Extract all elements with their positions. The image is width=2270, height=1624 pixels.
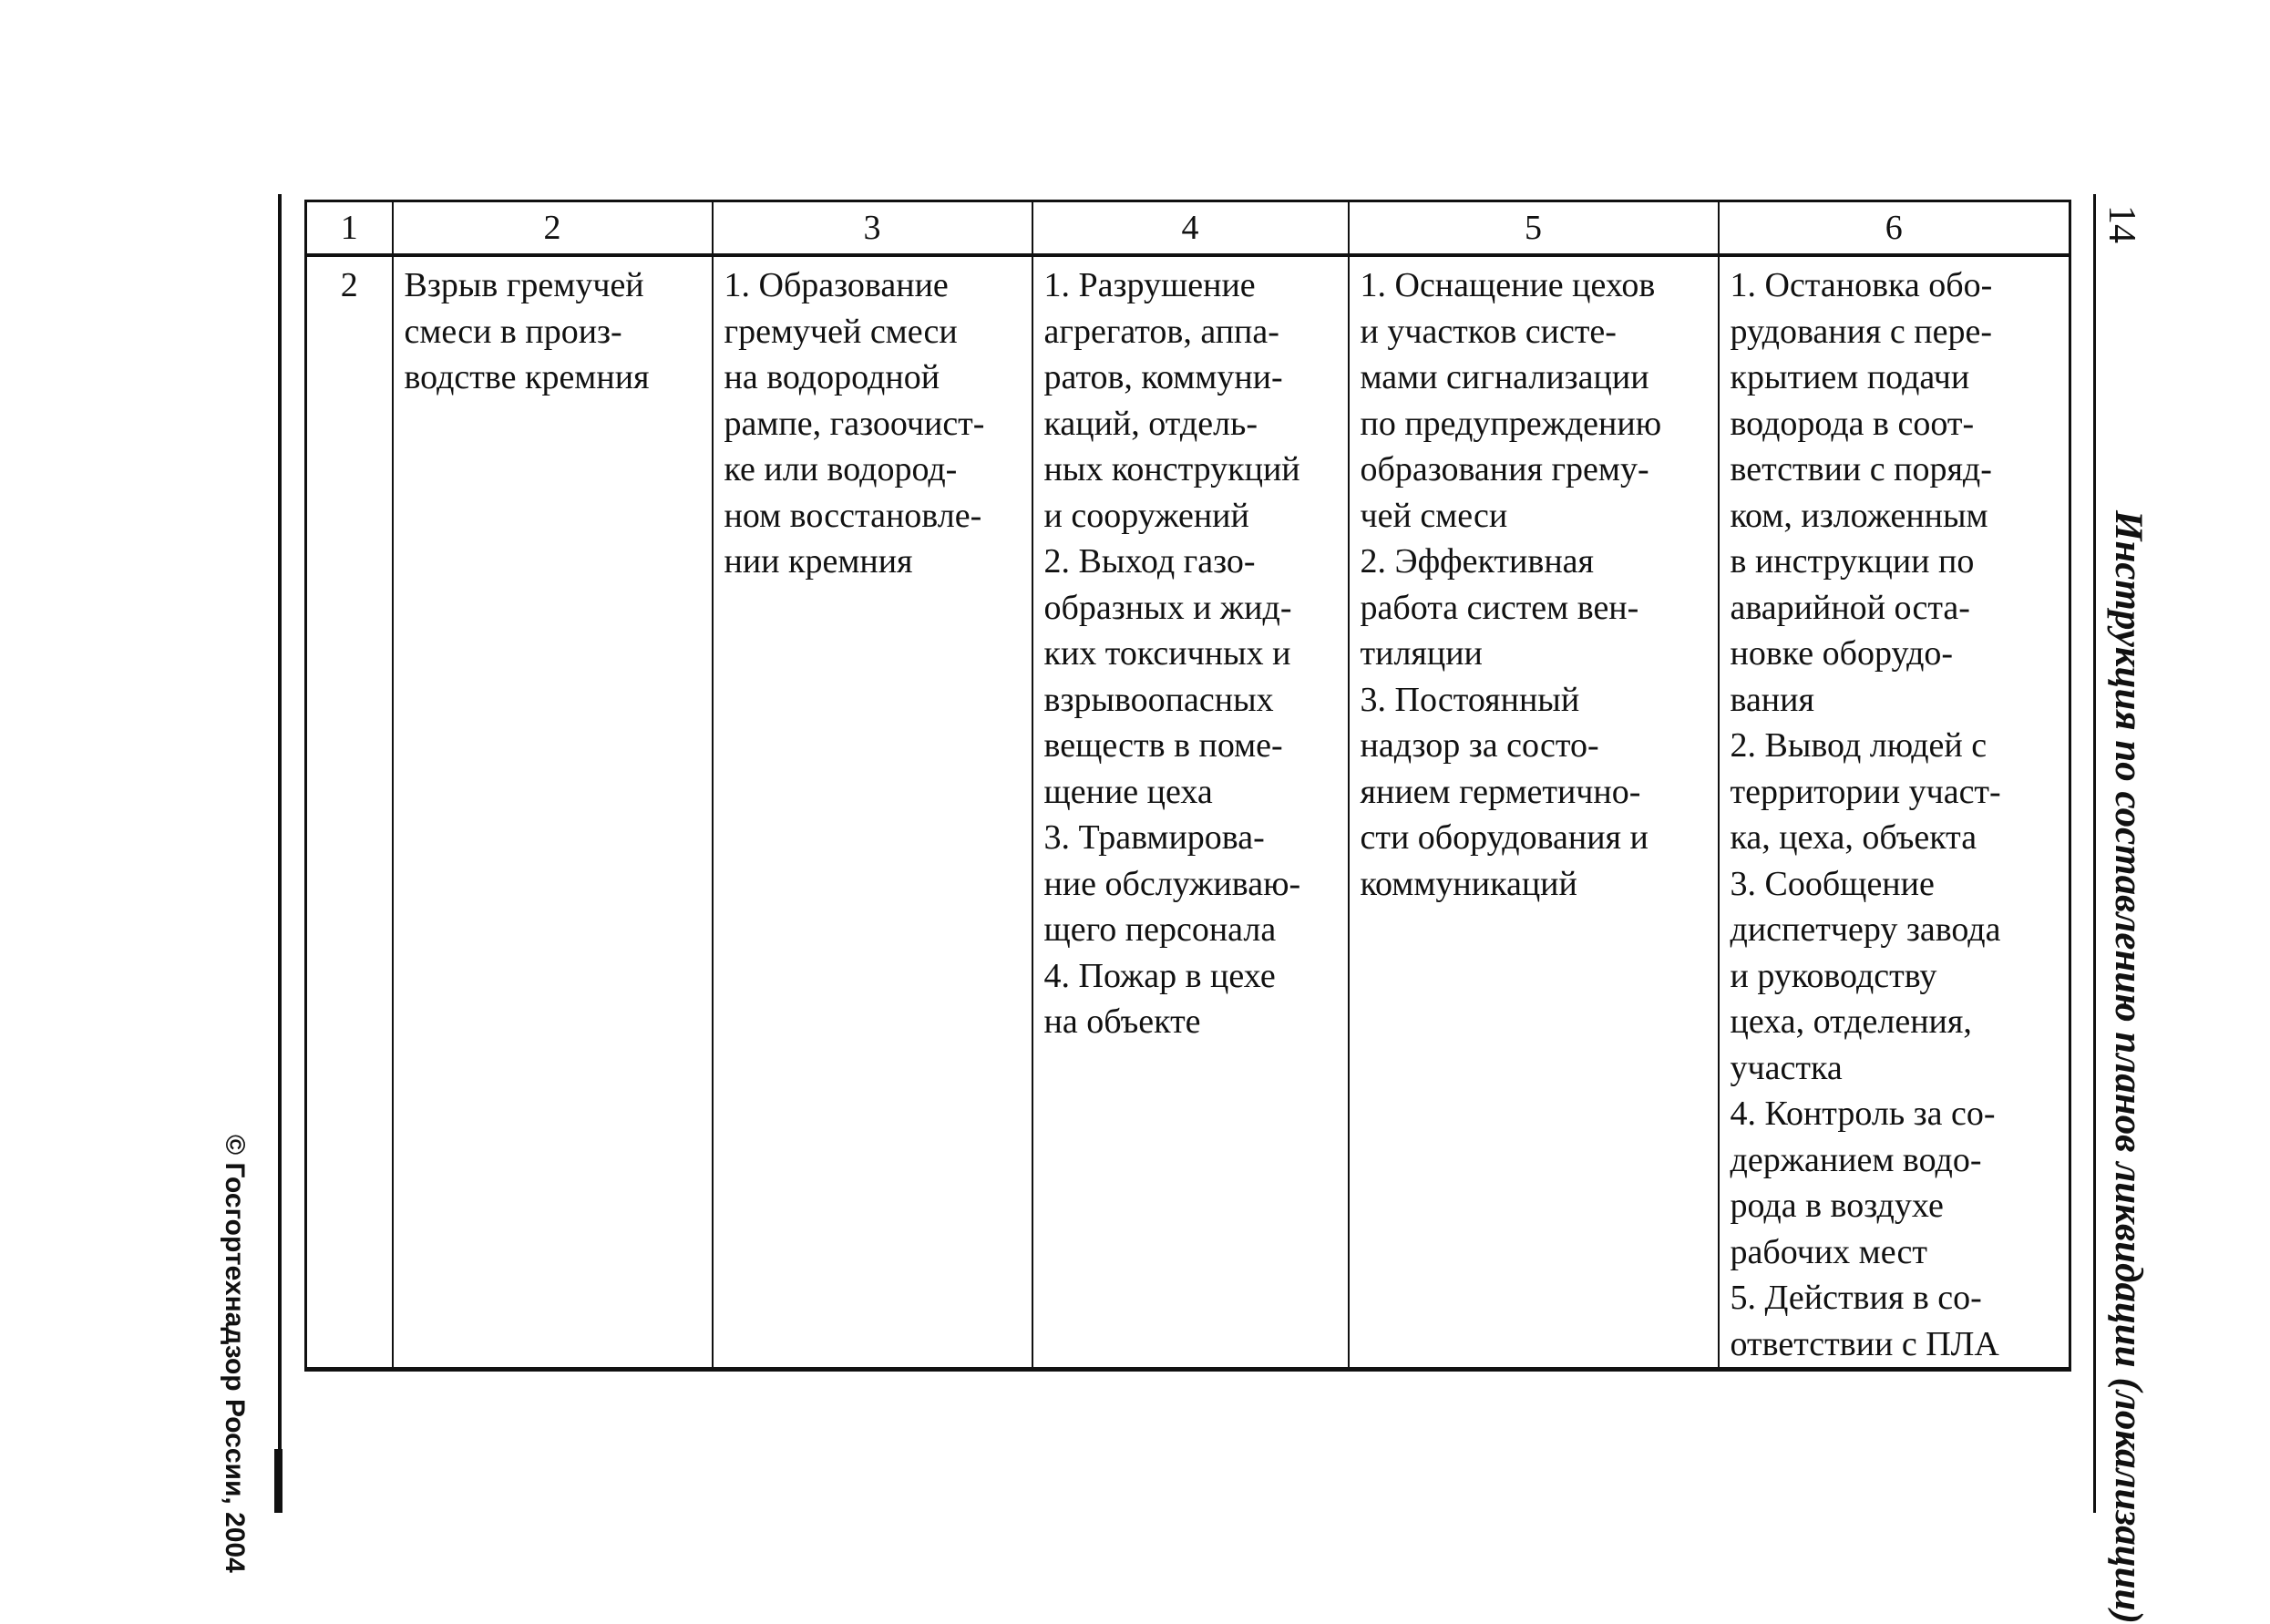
cell-text-line: ние обслуживаю- [1043,864,1301,903]
cell-text-line: смеси в произ- [404,312,622,351]
cell-text-line: водстве кремния [404,358,650,396]
cell-text-line: и сооружений [1043,496,1249,535]
column-header-5: 5 [1349,201,1719,256]
cell-text-line: мами сигнализации [1360,358,1649,396]
cell-text-line: 1. Оснащение цехов [1360,266,1656,304]
copyright-notice: © Госгортехнадзор России, 2004 [220,1135,250,1573]
column-header-4: 4 [1032,201,1349,256]
row-number-cell: 2 [306,255,393,1370]
cell-text-line: участка [1730,1048,1843,1087]
page-number: 14 [2101,205,2142,243]
cell-text-line: ком, изложенным [1730,496,1988,535]
cell-text-line: янием герметично- [1360,772,1641,811]
cell-text-line: 2. Эффективная [1360,542,1594,581]
cell-text-line: нии кремния [724,542,913,581]
column-header-1: 1 [306,201,393,256]
causes-cell [713,255,1032,1370]
cell-text-line: Взрыв гремучей [404,266,644,304]
actions-cell [1719,255,2070,1370]
cell-text-line: гремучей смеси [724,312,958,351]
cell-text-line: и руководству [1730,956,1937,995]
cell-text-line: чей смеси [1360,496,1508,535]
cell-text-line: рудования с пере- [1730,312,1992,351]
prevention-cell [1349,255,1719,1370]
cell-text-line: на водородной [724,358,940,396]
cell-text-line: 5. Действия в со- [1730,1279,1982,1317]
cell-text-line: диспетчеру завода [1730,910,2001,949]
column-header-6: 6 [1719,201,2070,256]
cell-text-line: ке или водород- [724,450,958,488]
consequences-cell [1032,255,1349,1370]
cell-text-line: 3. Постоянный [1360,680,1580,719]
cell-text-line: на объекте [1043,1002,1201,1041]
cell-text-line: каций, отдель- [1043,404,1258,443]
table-row [306,255,2070,1370]
cell-text-line: работа систем вен- [1360,588,1639,627]
cell-text-line: ких токсичных и [1043,634,1291,673]
cell-text-line: держанием водо- [1730,1140,1982,1179]
left-margin-rule [278,194,282,1513]
cell-text-line: ратов, коммуни- [1043,358,1283,396]
cell-text-line: 4. Пожар в цехе [1043,956,1276,995]
cell-text-line: щение цеха [1043,772,1213,811]
column-header-3: 3 [713,201,1032,256]
cell-text-line: новке оборудо- [1730,634,1954,673]
cell-text-line: щего персонала [1043,910,1277,949]
accident-type-cell [393,255,713,1370]
cell-text-line: сти оборудования и [1360,818,1649,857]
cell-text-line: ных конструкций [1043,450,1300,488]
cell-text-line: надзор за состо- [1360,726,1599,765]
cell-text-line: тиляции [1360,634,1483,673]
cell-text-line: рода в воздухе [1730,1187,1944,1225]
cell-text-line: 3. Травмирова- [1043,818,1265,857]
cell-text-line: коммуникаций [1360,864,1577,903]
column-header-2: 2 [393,201,713,256]
cell-text-line: 1. Разрушение [1043,266,1256,304]
cell-text-line: территории участ- [1730,772,2001,811]
cell-text-line: вания [1730,680,1814,719]
cell-text-line: по предупреждению [1360,404,1662,443]
cell-text-line: образования грему- [1360,450,1649,488]
cell-text-line: веществ в поме- [1043,726,1283,765]
cell-text-line: взрывоопасных [1043,680,1274,719]
cell-text-line: крытием подачи [1730,358,1970,396]
cell-text-line: 1. Образование [724,266,949,304]
cell-text-line: водорода в соот- [1730,404,1975,443]
table-header-row [306,201,2070,256]
cell-text-line: ветствии с поряд- [1730,450,1992,488]
hazard-table [304,200,2071,1372]
cell-text-line: агрегатов, аппа- [1043,312,1279,351]
cell-text-line: ном восстановле- [724,496,982,535]
cell-text-line: 4. Контроль за со- [1730,1095,1996,1133]
cell-text-line: образных и жид- [1043,588,1292,627]
cell-text-line: 2. Выход газо- [1043,542,1256,581]
cell-text-line: аварийной оста- [1730,588,1970,627]
cell-text-line: 2. Вывод людей с [1730,726,1988,765]
cell-text-line: ответствии с ПЛА [1730,1324,1999,1363]
cell-text-line: и участков систе- [1360,312,1617,351]
cell-text-line: ка, цеха, объекта [1730,818,1977,857]
cell-text-line: 3. Сообщение [1730,864,1935,903]
cell-text-line: рабочих мест [1730,1232,1927,1271]
cell-text-line: в инструкции по [1730,542,1975,581]
cell-text-line: 1. Остановка обо- [1730,266,1993,304]
running-title: Инструкция по составлению планов ликвидации (локализации) [2107,510,2150,1624]
right-margin-rule [2093,194,2096,1513]
cell-text-line: рампе, газоочист- [724,404,985,443]
cell-text-line: цеха, отделения, [1730,1002,1972,1041]
left-margin-rule-thick [274,1449,282,1513]
